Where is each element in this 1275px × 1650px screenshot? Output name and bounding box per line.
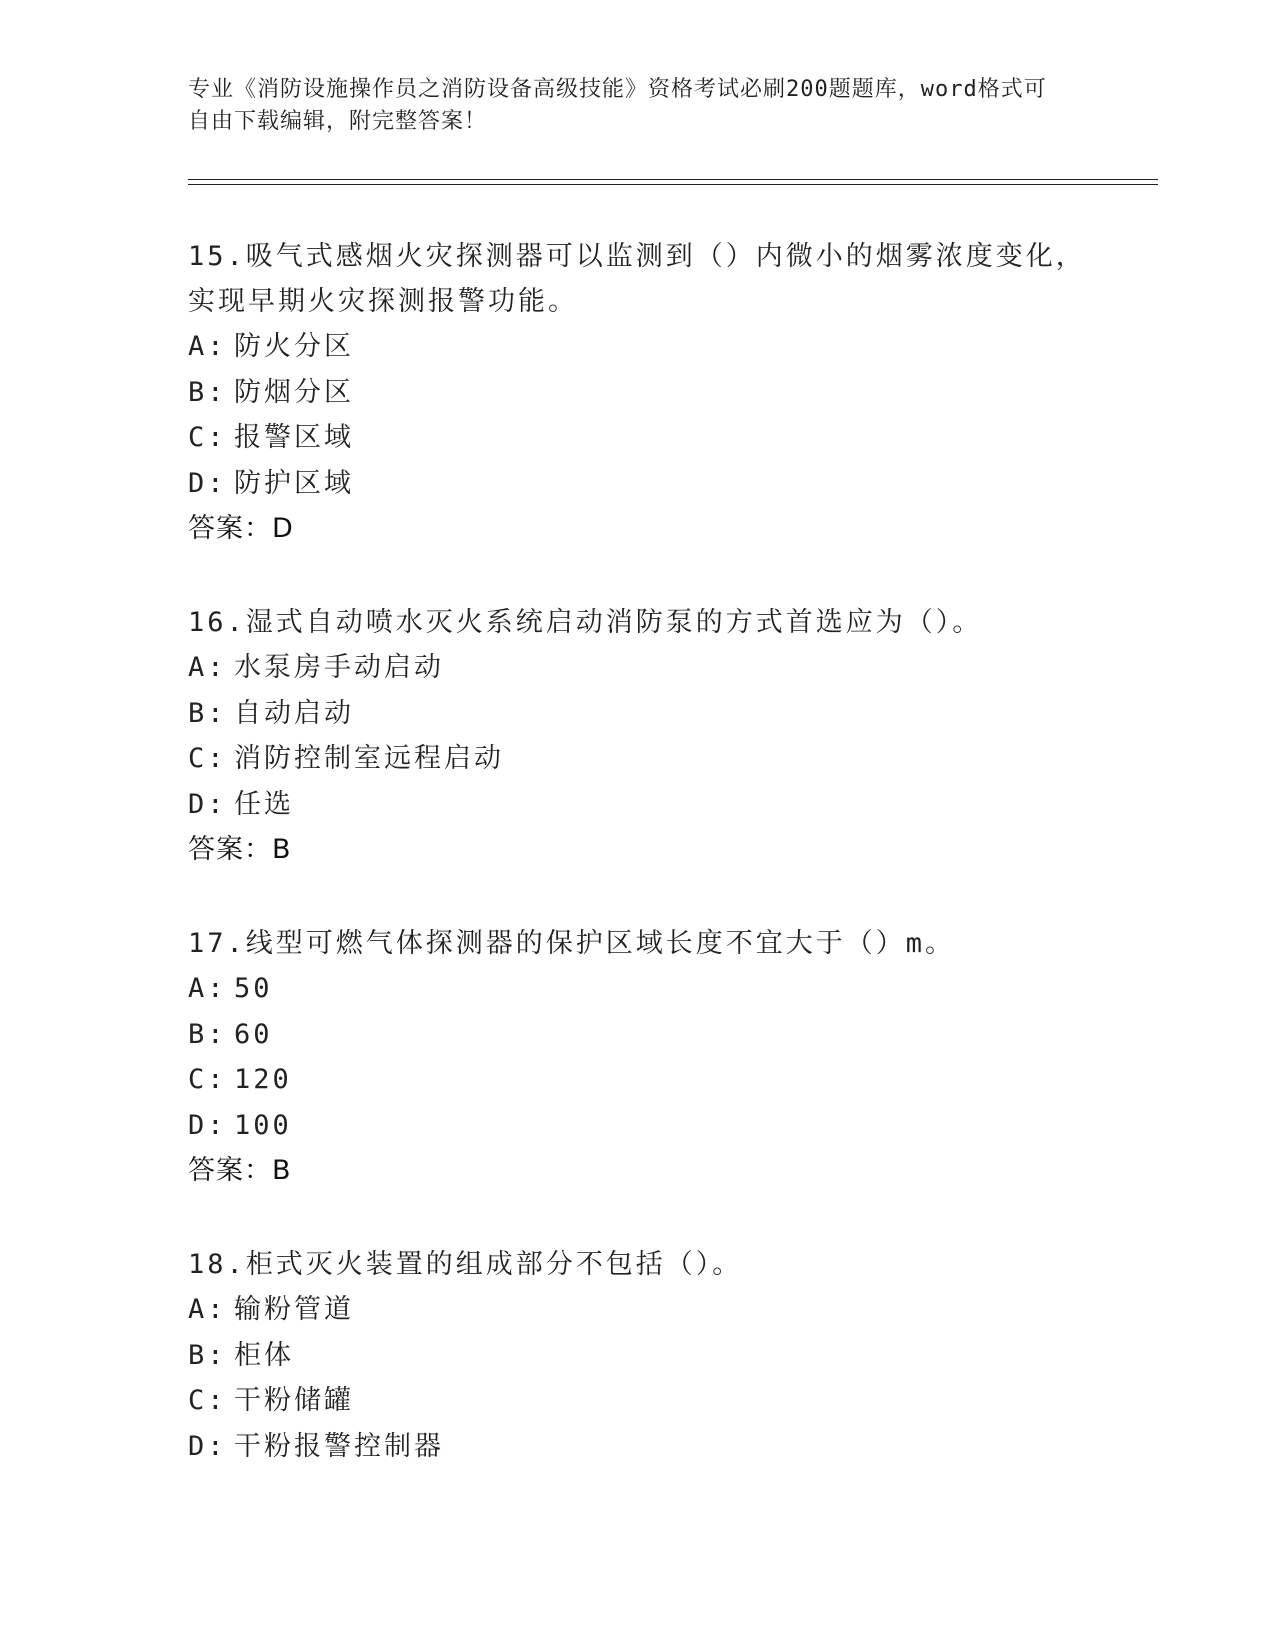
- option-text: 报警区域: [234, 422, 354, 453]
- question-stem: 16.湿式自动喷水灭火系统启动消防泵的方式首选应为（）。: [188, 607, 983, 638]
- option-letter: B:: [188, 376, 227, 408]
- question-16: [188, 600, 1088, 873]
- option-b: [188, 1012, 1088, 1058]
- option-text: 水泵房手动启动: [234, 652, 444, 683]
- option-text: 防护区域: [234, 467, 354, 499]
- option-c: [188, 1378, 1088, 1424]
- option-d: [188, 1424, 1088, 1470]
- question-stem: 18.柜式灭火装置的组成部分不包括（）。: [188, 1249, 743, 1280]
- question-15: [188, 234, 1088, 552]
- header-divider-top: [188, 179, 1158, 180]
- option-letter: B:: [188, 697, 227, 729]
- option-a: [188, 324, 1088, 370]
- option-letter: D:: [188, 1430, 227, 1462]
- option-text: 120: [234, 1064, 292, 1095]
- option-a: [188, 645, 1088, 691]
- option-d: [188, 1103, 1088, 1149]
- option-text: 柜体: [234, 1339, 294, 1371]
- option-text: 消防控制室远程启动: [234, 743, 504, 774]
- option-letter: B:: [188, 1018, 227, 1050]
- answer-line: 答案：D: [188, 513, 294, 544]
- option-a: [188, 966, 1088, 1012]
- question-17: [188, 921, 1088, 1194]
- option-letter: C:: [188, 1385, 227, 1416]
- option-b: [188, 1333, 1088, 1379]
- option-text: 60: [234, 1018, 273, 1050]
- option-text: 任选: [234, 788, 294, 820]
- option-text: 干粉报警控制器: [234, 1430, 444, 1462]
- option-text: 防烟分区: [234, 376, 354, 408]
- option-letter: C:: [188, 422, 227, 453]
- option-b: [188, 370, 1088, 416]
- option-text: 输粉管道: [234, 1294, 354, 1325]
- option-text: 100: [234, 1109, 292, 1141]
- option-letter: D:: [188, 788, 227, 820]
- option-c: [188, 1057, 1088, 1103]
- option-text: 防火分区: [234, 331, 354, 362]
- option-d: [188, 461, 1088, 507]
- option-letter: C:: [188, 743, 227, 774]
- option-text: 50: [234, 973, 273, 1004]
- option-letter: C:: [188, 1064, 227, 1095]
- document-header: 专业《消防设施操作员之消防设备高级技能》资格考试必刷200题题库，word格式可自由下载编辑，附完整答案！: [188, 77, 1047, 134]
- header-divider-bottom: [188, 184, 1158, 185]
- option-text: 干粉储罐: [234, 1385, 354, 1416]
- answer-line: 答案：B: [188, 834, 292, 865]
- option-text: 自动启动: [234, 697, 354, 729]
- option-letter: A:: [188, 331, 227, 362]
- option-c: [188, 736, 1088, 782]
- option-letter: A:: [188, 652, 227, 683]
- option-letter: A:: [188, 1294, 227, 1325]
- question-stem: 17.线型可燃气体探测器的保护区域长度不宜大于（）m。: [188, 928, 956, 959]
- question-stem: 15.吸气式感烟火灾探测器可以监测到（）内微小的烟雾浓度变化，实现早期火灾探测报警功能。: [188, 241, 1086, 317]
- question-18: [188, 1242, 1088, 1469]
- option-b: [188, 691, 1088, 737]
- option-letter: D:: [188, 1109, 227, 1141]
- option-letter: D:: [188, 467, 227, 499]
- option-letter: A:: [188, 973, 227, 1004]
- answer-line: 答案：B: [188, 1155, 292, 1186]
- option-d: [188, 782, 1088, 828]
- option-a: [188, 1287, 1088, 1333]
- option-letter: B:: [188, 1339, 227, 1371]
- option-c: [188, 415, 1088, 461]
